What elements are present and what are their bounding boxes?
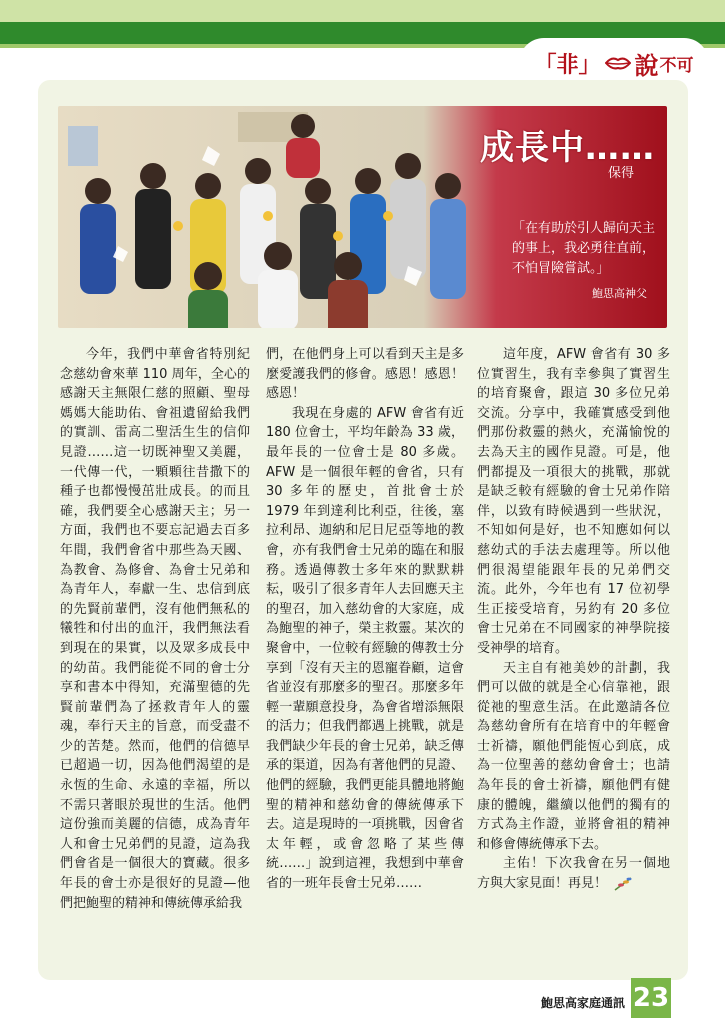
paragraph: 我現在身處的 AFW 會省有近 180 位會士，平均年齡為 33 歲，最年長的一位會士是 80 多歲。AFW 是一個很年輕的會省，只有 30 多年的歷史，首批會士於 1979 年到達利比利亞，往後，塞拉利昂、迦納和尼日尼亞等地的教會，亦有我們會士兄弟的臨在和服務。透過傳教士多年來的默默耕耘，吸引了很多青年人去回應天主的聖召，加入慈幼會的大家庭，成為鮑聖的神子，榮主救靈。某次的聚會中，一位較有經驗的傳教士分享到「沒有天主的恩寵眷顧，這會省並沒有那麼多的聖召。那麼多年輕一輩願意投身，為會省增添無限的活力；但我們都遇上挑戰，就是我們缺少年長的會士兄弟，缺乏傳承的渠道，因為有著他們的見證、他們的經驗，我們更能具體地將鮑聖的精神和慈幼會的傳統傳承下去。這是現時的一項挑戰，因會省太年輕，或會忽略了某些傳統……」說到這裡，我想到中華會省的一班年長會士兄弟…… xyxy=(266,405,464,892)
sprig-icon xyxy=(613,876,633,892)
section-tag-small: 不可 xyxy=(659,55,694,76)
lips-icon xyxy=(605,56,631,70)
publication-name: 鮑思高家庭通訊 xyxy=(541,996,626,1010)
closing-paragraph xyxy=(477,854,670,893)
article-title: 成長中…… xyxy=(480,128,655,168)
header-band-light xyxy=(0,0,725,22)
paragraph: 今年，我們中華會省特別紀念慈幼會來華 110 周年，全心的感謝天主無限仁慈的照顧、聖母媽媽大能助佑、會祖遺留給我們的實訓、雷高二聖活生生的信仰見證……這一切既神聖又美麗，一代傳一代，一顆顆往昔撒下的種子也都慢慢茁壯成長。的而且確，我們要全心感謝天主；另一方面，我們也不要忘記過去百多年間，我們會省中那些為天國、為教會、為修會、為會士兄弟和為青年人，奉獻一生、忠信到底的先賢前輩們，沒有他們無私的犧牲和付出的血汗，我們無法看到現在的果實，以及眾多成長中的幼苗。我們能從不同的會士分享和書本中得知，充滿聖德的先賢前輩們為了拯救青年人的靈魂，奉行天主的旨意，而受盡不少的苦楚。然而，他們的信德早已超過一切，因為他們渴望的是永恆的生命、永遠的幸福，所以不需只著眼於現世的生活。他們這份強而美麗的信德，成為青年人和會士兄弟們的見證，這為我們會省是一個很大的寶藏。很多年長的會士亦是很好的見證—他們把鮑聖的精神和傳統傳承給我 xyxy=(60,347,250,911)
article-column-3 xyxy=(477,345,670,894)
section-tag-open: 「非」 xyxy=(534,52,601,78)
pull-quote-attribution: 鮑思高神父 xyxy=(592,287,647,300)
page-number: 23 xyxy=(631,978,671,1018)
paragraph: 這年度，AFW 會省有 30 多位實習生，我有幸參與了實習生的培育聚會，跟這 30 多位兄弟交流。分享中，我確實感受到他們那份救靈的熱火，充滿愉悅的去為天主的國作見證。可是，他們都提及一項很大的挑戰，那就是缺乏較有經驗的會士兄弟作陪伴，以致有時候遇到一些狀況，不知如何是好，也不知應如何以慈幼式的手法去處理等。所以他們很渴望能跟年長的兄弟們交流。此外，今年也有 17 位初學生正接受培育，另約有 20 多位會士兄弟在不同國家的神學院接受神學的培育。 xyxy=(477,347,670,656)
article-column-1 xyxy=(60,345,250,913)
article-column-2 xyxy=(266,345,464,894)
article-author: 保得 xyxy=(608,166,635,181)
paragraph: 天主自有祂美妙的計劃，我們可以做的就是全心信靠祂，跟從祂的聖意生活。在此邀請各位為慈幼會所有在培育中的年輕會士祈禱，願他們能恆心到底，成為一位聖善的慈幼會會士；也請為年長的會士祈禱，願他們有健康的體魄，繼續以他們的獨有的方式為主作證，並將會祖的精神和修會傳統傳承下去。 xyxy=(477,660,670,852)
closing-text: 主佑！下次我會在另一個地方與大家見面！再見！ xyxy=(477,856,670,892)
pull-quote: 「在有助於引人歸向天主的事上，我必勇往直前，不怕冒險嘗試。」 xyxy=(512,221,656,276)
section-tag-main: 說 xyxy=(634,51,659,80)
paragraph: 們，在他們身上可以看到天主是多麼愛護我們的修會。感恩！感恩！感恩！ xyxy=(266,347,464,402)
